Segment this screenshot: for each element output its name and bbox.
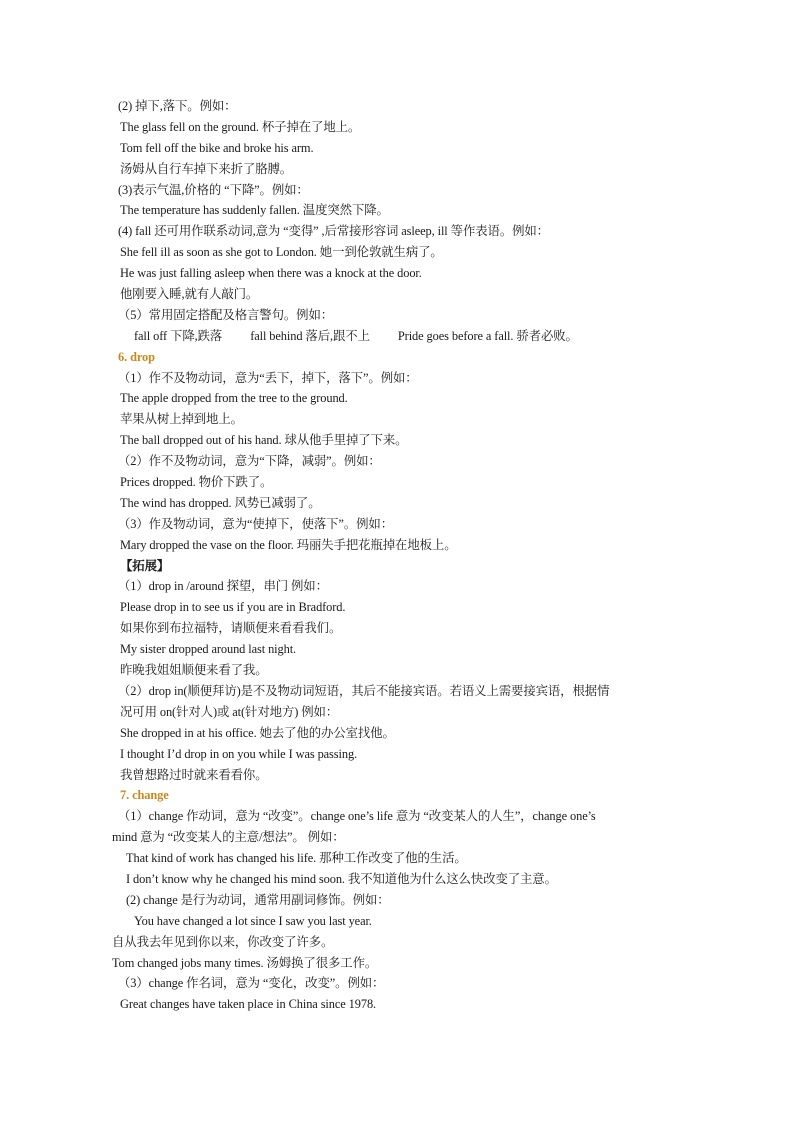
text-line: （2）作不及物动词，意为“下降，减弱”。例如：	[118, 454, 381, 469]
phrase-row	[112, 326, 682, 347]
phrase-fall-behind: fall behind 落后,跟不上	[250, 328, 370, 343]
example-line: The wind has dropped. 风势已减弱了。	[120, 495, 321, 510]
text-line: （3）change 作名词，意为 “变化，改变”。例如：	[118, 976, 385, 991]
text-line: （3）作及物动词，意为“使掉下，使落下”。例如：	[118, 516, 393, 531]
example-line: I don’t know why he changed his mind soon. 我不知道他为什么这么快改变了主意。	[126, 871, 557, 886]
example-line: That kind of work has changed his life. 那种工作改变了他的生活。	[126, 851, 467, 866]
extension-heading: 【拓展】	[120, 558, 170, 573]
example-line: My sister dropped around last night.	[120, 642, 297, 657]
text-line: (2) 掉下,落下。例如：	[118, 99, 237, 113]
example-line: Great changes have taken place in China since 1978.	[120, 997, 377, 1012]
text-line: 况可用 on(针对人)或 at(针对地方) 例如：	[120, 704, 339, 719]
text-line: （1）change 作动词，意为 “改变”。change one’s life 意为 “改变某人的人生”，change one’s	[118, 809, 596, 824]
section-heading-change: 7. change	[120, 788, 169, 803]
example-translation: 自从我去年见到你以来，你改变了许多。	[112, 934, 334, 949]
example-line: Tom changed jobs many times. 汤姆换了很多工作。	[112, 955, 378, 970]
document-body	[112, 96, 682, 1015]
example-line: I thought I’d drop in on you while I was passing.	[120, 746, 358, 761]
example-line: She fell ill as soon as she got to London. 她一到伦敦就生病了。	[120, 245, 443, 260]
text-line: (2) change 是行为动词，通常用副词修饰。例如：	[126, 892, 390, 907]
example-translation: 他刚要入睡,就有人敲门。	[120, 287, 259, 302]
example-line: Tom fell off the bike and broke his arm.	[120, 140, 314, 155]
text-line: （1）drop in /around 探望，串门 例如：	[118, 579, 328, 594]
example-line: The apple dropped from the tree to the ground.	[120, 391, 348, 406]
text-line: (3)表示气温,价格的 “下降”。例如：	[118, 182, 309, 197]
example-line: Please drop in to see us if you are in Bradford.	[120, 600, 346, 615]
text-line: （2）drop in(顺便拜访)是不及物动词短语，其后不能接宾语。若语义上需要接宾语，根据情	[118, 683, 610, 698]
text-line: （1）作不及物动词，意为“丢下，掉下，落下”。例如：	[118, 370, 418, 385]
example-translation: 如果你到布拉福特，请顺便来看看我们。	[120, 621, 342, 636]
example-translation: 苹果从树上掉到地上。	[120, 412, 243, 427]
example-line: The glass fell on the ground. 杯子掉在了地上。	[120, 119, 361, 134]
example-line: She dropped in at his office. 她去了他的办公室找他。	[120, 725, 395, 740]
example-line: Prices dropped. 物价下跌了。	[120, 475, 273, 490]
example-line: He was just falling asleep when there was a knock at the door.	[120, 266, 422, 281]
example-line: The ball dropped out of his hand. 球从他手里掉了下来。	[120, 433, 408, 448]
section-heading-drop: 6. drop	[118, 349, 155, 364]
example-line: You have changed a lot since I saw you last year.	[134, 913, 372, 928]
text-line: （5）常用固定搭配及格言警句。例如：	[118, 307, 334, 322]
text-line: (4) fall 还可用作联系动词,意为 “变得” ,后常接形容词 asleep, ill 等作表语。例如：	[118, 224, 549, 239]
example-translation: 昨晚我姐姐顺便来看了我。	[120, 663, 268, 678]
example-line: Mary dropped the vase on the floor. 玛丽失手把花瓶掉在地板上。	[120, 537, 457, 552]
proverb: Pride goes before a fall. 骄者必败。	[397, 328, 578, 343]
example-line: The temperature has suddenly fallen. 温度突然下降。	[120, 203, 389, 218]
example-translation: 汤姆从自行车掉下来折了胳膊。	[120, 161, 293, 176]
example-translation: 我曾想路过时就来看看你。	[120, 767, 268, 782]
text-line: mind 意为 “改变某人的主意/想法”。 例如：	[112, 830, 345, 845]
phrase-fall-off: fall off 下降,跌落	[134, 328, 223, 343]
